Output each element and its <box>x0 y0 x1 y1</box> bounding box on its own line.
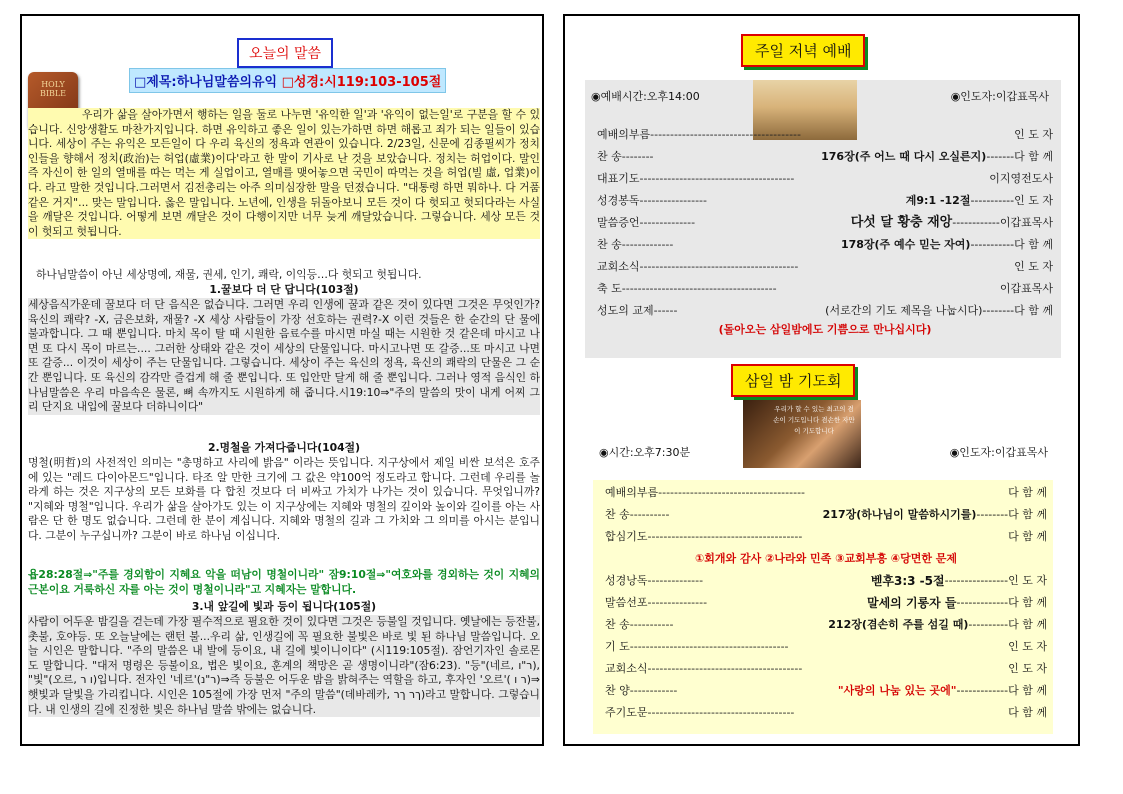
order-row: 교회소식 --------------------------------------- 인 도 자 <box>605 662 1047 675</box>
order-row: 예배의부름 ------------------------------------- 다 함 께 <box>605 486 1047 499</box>
order-row: 성도의 교제 ------ (서로간의 기도 제목을 나눕시다) --------다 함 께 <box>597 304 1053 317</box>
order-row: 찬 송 -------- 176장(주 어느 때 다시 오실른지) -------다 함 께 <box>597 150 1053 163</box>
section-heading-1: 1.꿀보다 더 단 답니다(103절) <box>209 283 359 296</box>
order-row: 말씀증언 -------------- 다섯 달 황충 재앙 ------------이갑표목사 <box>597 215 1053 230</box>
sermon-verse: □성경:시119:103-105절 <box>281 75 442 90</box>
section-heading-2: 2.명철을 가져다줍니다(104절) <box>207 441 361 454</box>
evening-order <box>597 124 1053 338</box>
order-row: 성경봉독 ----------------- 계9:1 -12절 -----------인 도 자 <box>597 194 1053 207</box>
wednesday-title: 삼일 밤 기도회 <box>731 364 855 397</box>
section-paragraph-2: 명철(明哲)의 사전적인 의미는 "총명하고 사리에 밝음" 이라는 뜻입니다. 지구상에서 제일 비싼 보석은 호주에 있는 "레드 다이아몬드"입니다. 타조 알 만한 크기에 그 값은 약100억 정도라고 합니다. 그런데 우리를 놀라게 하는 것은 지구상의 모든 보화를 다 합친 것보다 더 비싸고 가치가 나가는 것이 있습니다. 무엇입니까? "지혜와 명철"입니다. 우리가 삶을 살아가도 있는 이 지구상에는 지혜와 명철의 깊이와 높이와 길이를 아는 사람은 단 한 명도 없습니다. 그런데 한 분이 계십니다. 지혜와 명철의 길과 그 가치와 그 의미를 아시는 분입니다. 그분이 누구십니까? 그분이 바로 하나님 이십니다. <box>28 456 540 542</box>
order-row: 성경낭독 -------------- 벧후3:3 -5절 ----------------인 도 자 <box>605 574 1047 588</box>
section-heading-3: 3.내 앞길에 빛과 등이 됩니다(105절) <box>191 600 377 613</box>
order-row: 찬 송 ---------- 217장(하나님이 말씀하시기를) --------다 함 께 <box>605 508 1047 521</box>
order-row: 주기도문 ------------------------------------- 다 함 께 <box>605 706 1047 719</box>
evening-leader: ◉인도자:이갑표목사 <box>950 90 1049 103</box>
evening-service-title: 주일 저녁 예배 <box>741 34 865 67</box>
evening-note: (돌아오는 삼일밤에도 기쁨으로 만나십시다) <box>718 323 932 336</box>
intro-paragraph: 우리가 삶을 살아가면서 행하는 일을 둘로 나누면 '유익한 일'과 '유익이 없는일'로 구분을 할 수 있습니다. 신앙생활도 마찬가지입니다. 하면 유익하고 좋은 일이 있는가하면 하면 해롭고 죄가 되는 일들이 있습니다. 세상이 주는 유익은 모든일이 다 우리 육신의 정욕과 연관이 있습니다. 2/23일, 신문에 김종필씨가 정치인들을 향해서 정치(政治)는 허업(虛業)이다'라고 한 말이 기사로 난 것을 보았습니다. 정치는 허업이다. 말인즉 자신이 한 일의 열매를 따는 먹는 게 실업이고, 열매를 맺어놓으면 국민이 따먹는 것을 허업(빌 虛, 업業)이다. 라고 말한 것입니다.그러면서 김전총리는 아주 의미심장한 말을 던졌습니다. "대통령 하면 뭐하나. 다 거품 같은 거지"... 맞는 말입니다. 옳은 말입니다. 노년에, 인생을 뒤돌아보니 모든 것이 다 헛되고 헛되다라는 사실을 깨달은 것입니다. 어떻게 보면 깨달은 것이 다행이지만 너무 늦게 깨달았습니다. 그렇습니다. 세상 모든 것이 헛되고 헛됩니다. <box>28 108 540 238</box>
wednesday-order <box>605 482 1047 724</box>
order-row: 교회소식 ---------------------------------------- 인 도 자 <box>597 260 1053 273</box>
order-row: 말씀선포 --------------- 말세의 기롱자 들 -------------다 함 께 <box>605 596 1047 610</box>
section-verse-2: 욥28:28절⇒"주를 경외함이 지혜요 악을 떠남이 명철이니라" 잠9:10절⇒"여호와를 경외하는 것이 지혜의 근본이요 거룩하신 자를 아는 것이 명철이니라"고 지혜자는 말합니다. <box>28 568 540 596</box>
sermon-header: 오늘의 말씀 <box>237 38 333 68</box>
evening-service-block <box>585 80 1061 358</box>
order-row: 합심기도 --------------------------------------- 다 함 께 <box>605 530 1047 543</box>
order-row: 축 도 --------------------------------------- 이갑표목사 <box>597 282 1053 295</box>
wednesday-block <box>593 480 1053 734</box>
intro-paragraph-2: 하나님말씀이 아닌 세상명예, 재물, 권세, 인기, 쾌락, 이익등…다 헛되고 헛됩니다. <box>36 268 422 281</box>
sermon-subtitle <box>129 68 446 93</box>
order-row: 찬 양 ------------ "사랑의 나눔 있는 곳에" -------------다 함 께 <box>605 684 1047 697</box>
wednesday-time: ◉시간:오후7:30분 <box>599 446 691 459</box>
order-row: 예배의부름 -------------------------------------- 인 도 자 <box>597 128 1053 141</box>
sermon-title: □제목:하나님말씀의유익 <box>134 75 278 90</box>
order-row: 기 도 ---------------------------------------- 인 도 자 <box>605 640 1047 653</box>
order-row: 대표기도 --------------------------------------- 이지영전도사 <box>597 172 1053 185</box>
section-paragraph-3: 사람이 어두운 밤길을 걷는데 가장 필수적으로 필요한 것이 있다면 그것은 등불일 것입니다. 옛날에는 등잔불, 촛불, 호야등. 또 오늘날에는 랜턴 불...우리 삶, 인생길에 꼭 필요한 불빛은 바로 빛 된 하나님 말씀입니다. 오늘 시인은 말합니다. "주의 말씀은 내 발에 등이요, 내 길에 빛이니이다" (시119:105절). 잠언기자인 솔로몬도 말합니다. "대저 명령은 등불이요, 법은 빛이요, 훈계의 책망은 곧 생명이니라"(잠6:23). "등"(네르, ר"ו), "빛"(오르, ו ר)입니다. 전자인 '네르'(ר"נ)⇒즉 등불은 어두운 밤을 밝혀주는 역할을 하고, 후자인 '오르'( ר ו)⇒햇빛과 달빛을 가리킵니다. 시인은 105절에 가장 먼저 "주의 말씀"(데바레카, ךר ךר)라고 말합니다. 그렇습니다. 내 인생의 길에 진정한 빛은 하나님 말씀 밖에는 없습니다. <box>28 615 540 716</box>
bulletin-panel <box>563 14 1080 746</box>
section-paragraph-1: 세상음식가운데 꿀보다 더 단 음식은 없습니다. 그러면 우리 인생에 꿀과 같은 것이 있다면 그것은 무엇인가? 육신의 쾌락? -X, 금은보화, 재물? -X 세상 사람들이 가장 선호하는 권력?-X 이런 것들은 한 순간의 단 물에 불과합니다. 그 때 뿐입니다. 마치 목이 탈 때 시원한 음료수를 마시면 마실 때는 시원한 것 같은데 마시고 나면 또 다시 목이 마르는.... 그러한 상태와 같은 것이 세상의 단물입니다. 마시고나면 또 갈증...또 마시고 나면 또 갈증... 이것이 세상이 주는 단물입니다. 그렇습니다. 세상이 주는 육신의 정욕, 육신의 쾌락의 단물은 그 순간 뿐입니다. 또 육신의 감각만 즐겁게 해 줄 뿐입니다. 또 입안만 달게 해 줄 뿐입니다. 그러나 영적 음식인 하나님말씀은 우리 마음속은 물론, 뼈 속까지도 시원하게 해 줍니다.시19:10⇒"주의 말씀의 맛이 내게 어찌 그리 단지요 내입에 꿀보다 더하니이다" <box>28 298 540 414</box>
order-row: 찬 송 ----------- 212장(겸손히 주를 섬길 때) ----------다 함 께 <box>605 618 1047 631</box>
evening-time: ◉예배시간:오후14:00 <box>591 90 700 103</box>
prayer-topics: ①회개와 감사 ②나라와 민족 ③교회부흥 ④당면한 문제 <box>694 552 958 565</box>
sermon-panel <box>20 14 544 746</box>
bible-icon: HOLY BIBLE <box>28 72 78 130</box>
wednesday-leader: ◉인도자:이갑표목사 <box>949 446 1048 459</box>
order-row: 찬 송 ------------- 178장(주 예수 믿는 자여) -----------다 함 께 <box>597 238 1053 251</box>
prayer-image: 우리가 할 수 있는 최고의 겸손이 기도입니다 겸손한 자만이 기도합니다 <box>743 400 861 468</box>
